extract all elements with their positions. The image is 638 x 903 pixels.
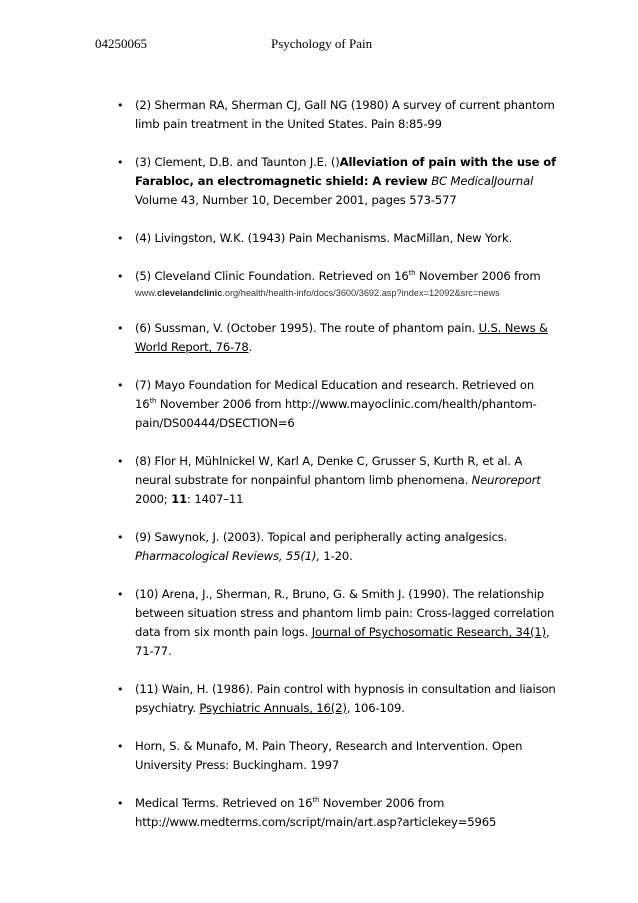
reference-link[interactable]: U.S. News & World Report, 76-78: [135, 321, 548, 354]
bullet-icon: •: [117, 797, 124, 810]
reference-prefix: (5) Cleveland Clinic Foundation. Retrieved on 16: [135, 269, 409, 283]
reference-item: [117, 737, 557, 775]
document-title: Psychology of Pain: [271, 36, 373, 51]
reference-text: (2) Sherman RA, Sherman CJ, Gall NG (1980) A survey of current phantom limb pain treatment in the United States. Pain 8:85-99: [135, 98, 555, 131]
url-domain: clevelandclinic: [156, 288, 223, 298]
reference-item: [117, 229, 557, 248]
reference-item: [117, 96, 557, 134]
reference-prefix: (11) Wain, H. (1986). Pain control with hypnosis in consultation and liaison psychiatry.: [135, 682, 556, 715]
reference-journal: BC MedicalJournal: [431, 174, 534, 188]
ordinal-suffix: th: [312, 796, 320, 805]
reference-suffix: .: [248, 340, 253, 354]
reference-prefix: (7) Mayo Foundation for Medical Education and research. Retrieved on 16: [135, 378, 535, 411]
reference-link[interactable]: Psychiatric Annuals, 16(2): [199, 701, 347, 715]
reference-item: [117, 794, 557, 832]
reference-item: [117, 528, 557, 566]
reference-prefix: (9) Sawynok, J. (2003). Topical and peripherally acting analgesics.: [135, 530, 508, 544]
reference-suffix: : 1407–11: [187, 492, 244, 506]
reference-prefix: Medical Terms. Retrieved on 16: [135, 796, 313, 810]
reference-suffix: November 2006 from: [415, 269, 541, 283]
reference-list: [117, 96, 557, 851]
ordinal-suffix: th: [149, 397, 157, 406]
reference-suffix: Volume 43, Number 10, December 2001, pages 573-577: [135, 193, 457, 207]
ordinal-suffix: th: [408, 269, 416, 278]
bullet-icon: •: [117, 322, 124, 335]
reference-item: [117, 319, 557, 357]
reference-suffix: , 71-77.: [135, 625, 550, 658]
reference-item: [117, 452, 557, 509]
reference-item: [117, 376, 557, 433]
reference-link[interactable]: Journal of Psychosomatic Research, 34(1): [311, 625, 546, 639]
bullet-icon: •: [117, 588, 124, 601]
reference-volume: 11: [171, 492, 188, 506]
bullet-icon: •: [117, 531, 124, 544]
reference-journal: Pharmacological Reviews, 55(1),: [135, 549, 320, 563]
reference-suffix: , 106-109.: [346, 701, 405, 715]
reference-item: [117, 585, 557, 661]
bullet-icon: •: [117, 740, 124, 753]
reference-suffix: November 2006 from http://www.mayoclinic.com/health/phantom-pain/DS00444/DSECTION=6: [135, 397, 537, 430]
bullet-icon: •: [117, 99, 124, 112]
url-post: .org/health/health-info/docs/3600/3692.asp?index=12092&src=news: [222, 288, 500, 298]
document-id: 04250065: [95, 36, 147, 51]
url-pre: www.: [135, 288, 157, 298]
reference-bold-title: Alleviation of pain with the use of Farabloc, an electromagnetic shield: A review: [135, 155, 556, 188]
reference-suffix: 1-20.: [319, 549, 353, 563]
bullet-icon: •: [117, 270, 124, 283]
reference-prefix: (6) Sussman, V. (October 1995). The route of phantom pain.: [135, 321, 479, 335]
reference-item: [117, 680, 557, 718]
reference-suffix: November 2006 from http://www.medterms.com/script/main/art.asp?articlekey=5965: [135, 796, 497, 829]
bullet-icon: •: [117, 455, 124, 468]
reference-prefix: (3) Clement, D.B. and Taunton J.E. (): [135, 155, 340, 169]
reference-mid: 2000;: [135, 492, 172, 506]
reference-item: [117, 153, 557, 210]
reference-journal: Neuroreport: [471, 473, 541, 487]
bullet-icon: •: [117, 232, 124, 245]
bullet-icon: •: [117, 156, 124, 169]
bullet-icon: •: [117, 379, 124, 392]
reference-text: Horn, S. & Munafo, M. Pain Theory, Research and Intervention. Open University Press: Buckingham. 1997: [135, 739, 523, 772]
reference-item: [117, 267, 557, 300]
reference-prefix: (10) Arena, J., Sherman, R., Bruno, G. & Smith J. (1990). The relationship between situation stress and phantom limb pain: Cross-lagged correlation data from six month pain logs.: [135, 587, 555, 639]
bullet-icon: •: [117, 683, 124, 696]
reference-url[interactable]: [135, 286, 557, 300]
reference-text: (4) Livingston, W.K. (1943) Pain Mechanisms. MacMillan, New York.: [135, 231, 513, 245]
reference-prefix: (8) Flor H, Mühlnickel W, Karl A, Denke C, Grusser S, Kurth R, et al. A neural substrate for nonpainful phantom limb phenomena.: [135, 454, 523, 487]
